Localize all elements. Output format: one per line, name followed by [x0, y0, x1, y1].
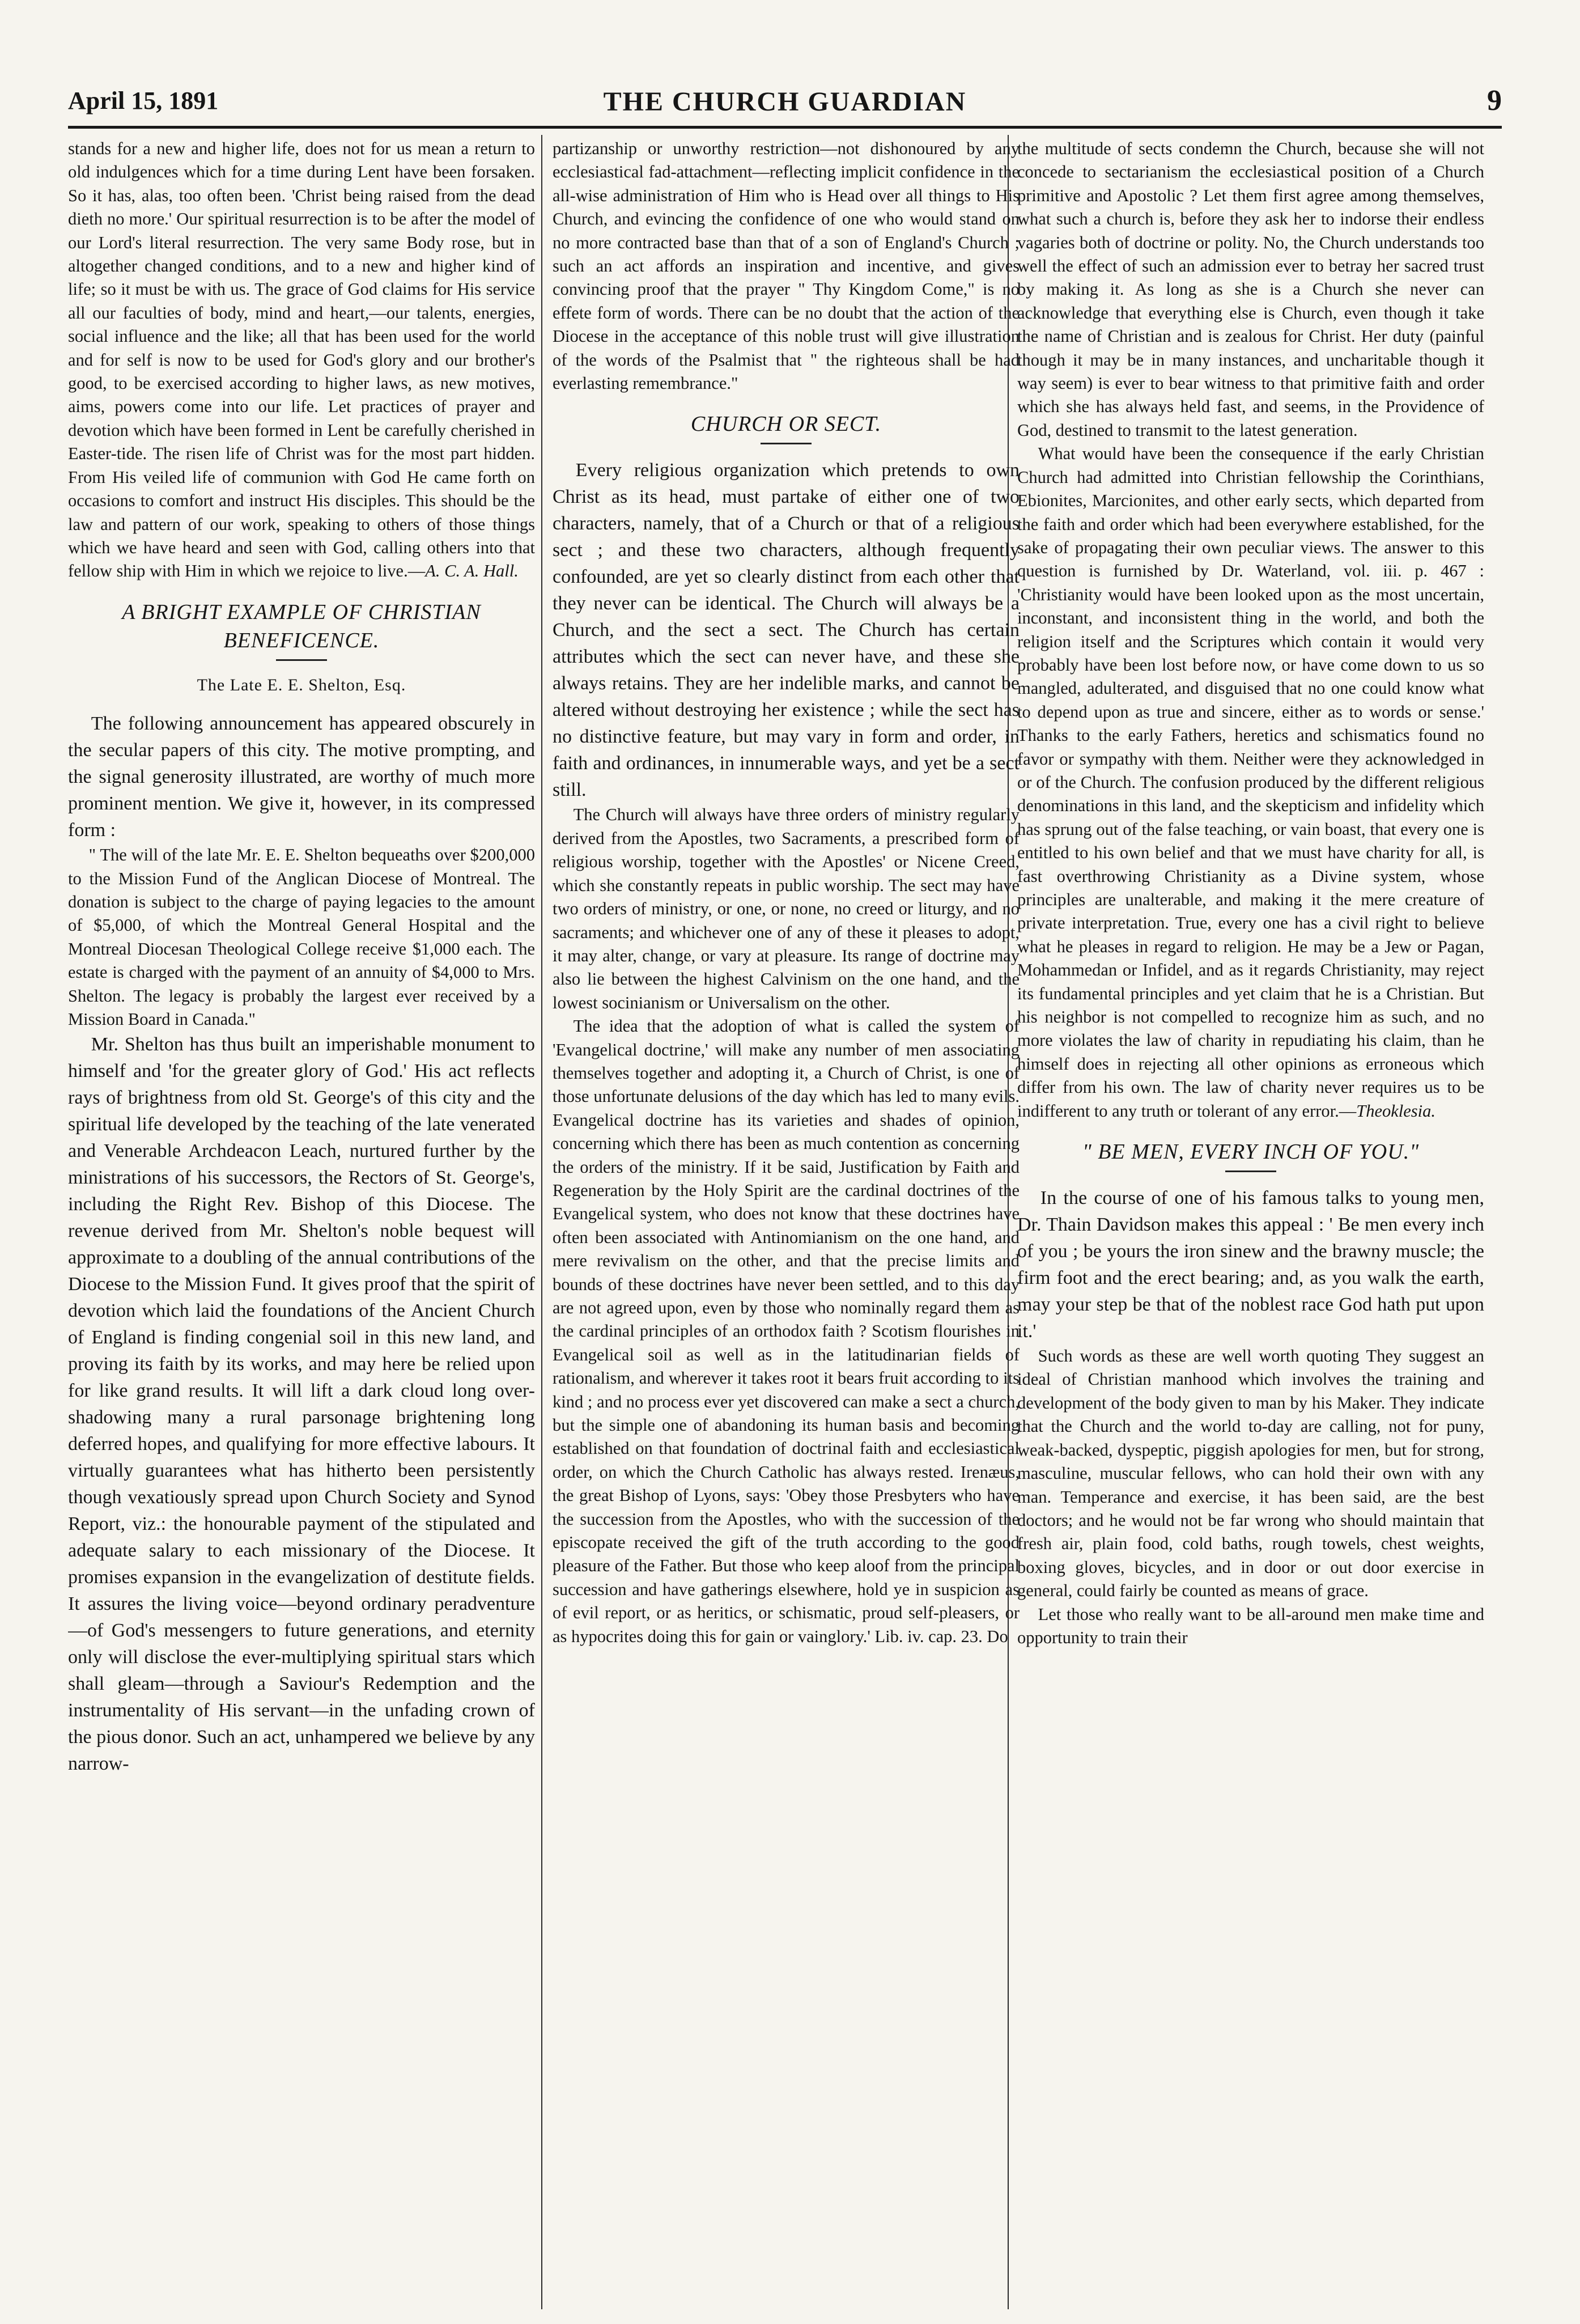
- paragraph: Such words as these are well worth quoting They suggest an ideal of Christian manhood which involves the training and development of the body given to man by his Maker. They indicate that the Church and the world to-day are calling, not for puny, weak-backed, dyspeptic, piggish apologies for men, but for strong, masculine, muscular fellows, who can hold their own with any man. Temperance and exercise, it has been said, are the best doctors; and he would not be far wrong who should maintain that fresh air, plain food, cold baths, rough towels, chest weights, boxing gloves, bicycles, and in door or out door exercise in general, could fairly be counted as means of grace.: [1017, 1346, 1484, 1601]
- article-heading: CHURCH OR SECT.: [690, 412, 882, 436]
- page-header: [68, 80, 1502, 129]
- article-byline: The Late E. E. Shelton, Esq.: [197, 675, 406, 694]
- page-number: 9: [1487, 84, 1502, 117]
- paragraph: the multitude of sects condemn the Church, because she will not concede to sectarianism the ecclesiastical position of a Church primitive and Apostolic ? Let them first agree among themselves, what such a church is, before they ask her to indorse their endless vagaries both of doctrine or polity. No, the Church understands too well the effect of such an admission ever to betray her sacred trust by making it. As long as she is a Church she never can acknowledge that everything else is Church, even though it take the name of Christian and is zealous for Christ. Her duty (painful though it may be in many instances, and uncharitable though it way seem) is ever to bear witness to that primitive faith and order which she has always held fast, and seems, in the Providence of God, destined to transmit to the latest generation.: [1017, 139, 1484, 440]
- paragraph: What would have been the consequence if the early Christian Church had admitted into Christian fellowship the Corinthians, Ebionites, Marcionites, and other early sects, which departed from the faith and order which had been everywhere established, for the sake of propagating their own peculiar views. The answer to this question is furnished by Dr. Waterland, vol. iii. p. 467 : 'Christianity would have been looked upon as the most uncertain, inconstant, and inconsistent thing in the world, and both the religion itself and the Scriptures which contain it would very probably have been lost before now, or have come down to us so mangled, adulterated, and disguised that no one could know what to depend upon as true and sincere, either as to words or sense.' Thanks to the early Fathers, heretics and schismatics found no favor or sympathy with them. Neither were they acknowledged in or of the Church. The confusion produced by the different religious denominations in this land, and the skepticism and infidelity which has sprung out of the false teaching, or vain boast, that every one is entitled to his own belief and that we must have charity for all, is fast overthrowing Christianity as a Divine system, whose principles are unalterable, and making it the mere creature of private interpretation. True, every one has a civil right to believe what he pleases in regard to religion. He may be a Jew or Pagan, Mohammedan or Infidel, and as it regards Christianity, may reject its fundamental principles and yet claim that he is a Christian. But his neighbor is not compelled to recognize him as such, and no more violates the law of charity in repudiating his claim, than he himself does in rejecting all other opinions as erroneous which differ from his own. The law of charity never requires us to be indifferent to any truth or tolerant of any error.—Theoklesia.: [1017, 444, 1484, 1121]
- divider: [761, 443, 812, 444]
- article-heading: " BE MEN, EVERY INCH OF YOU.": [1082, 1140, 1420, 1164]
- author-signature: Theoklesia.: [1356, 1101, 1436, 1121]
- column-1: [68, 137, 535, 2308]
- paragraph: stands for a new and higher life, does not for us mean a return to old indulgences which for a time during Lent have been forsaken. So it has, alas, too often been. 'Christ being raised from the dead dieth no more.' Our spiritual resurrection is to be after the model of our Lord's literal resurrection. The very same Body rose, but in altogether changed conditions, and to a new and higher kind of life; so it must be with us. The grace of God claims for His service all our faculties of body, mind and heart,—our talents, energies, social influence and the like; all that has been used for the world and for self is now to be used for God's glory and our brother's good, to be exercised according to higher laws, as new motives, aims, powers come into our life. Let practices of prayer and devotion which have been formed in Lent be carefully cherished in Easter-tide. The risen life of Christ was for the most part hidden. From His veiled life of communion with God He came forth on occasions to comfort and instruct His disciples. This should be the law and pattern of our work, speaking to others of those things which we have heard and seen with God, calling others into that fellow ship with Him in which we rejoice to live.—A. C. A. Hall.: [68, 139, 535, 581]
- author-signature: A. C. A. Hall.: [425, 561, 519, 581]
- column-2: [553, 137, 1020, 2308]
- paragraph: The following announcement has appeared obscurely in the secular papers of this city. The motive prompting, and the signal generosity illustrated, are worthy of much more prominent mention. We give it, however, in its compressed form :: [68, 713, 535, 841]
- article-heading: A BRIGHT EXAMPLE OF CHRISTIAN BENEFICENCE.: [122, 600, 481, 652]
- column-divider: [541, 135, 542, 2309]
- paragraph: partizanship or unworthy restriction—not dishonoured by any ecclesiastical fad-attachment—reflecting implicit confidence in the all-wise administration of Him who is Head over all things to His Church, and evincing the confidence of one who would stand on no more contracted base than that of a son of England's Church ; such an act affords an inspiration and incentive, and gives convincing proof that the prayer " Thy Kingdom Come," is no effete form of words. There can be no doubt that the action of the Diocese in the acceptance of this noble trust will give illustration of the words of the Psalmist that " the righteous shall be had everlasting remembrance.": [553, 139, 1020, 393]
- issue-date: April 15, 1891: [68, 87, 219, 114]
- paragraph: The idea that the adoption of what is called the system of 'Evangelical doctrine,' will make any number of men associating themselves together and adopting it, a Church of Christ, is one of those unfortunate delusions of the day which has led to many evils. Evangelical doctrine has its varieties and shades of opinion, concerning which there has been as much contention as concerning the orders of the ministry. If it be said, Justification by Faith and Regeneration by the Holy Spirit are the cardinal doctrines of the Evangelical system, who does not know that these doctrines have often been associated with Antinomianism on the one hand, and mere revivalism on the other, and that the precise limits and bounds of these doctrines have never been settled, and to this day are not agreed upon, even by those who nominally regard them as the cardinal principles of an orthodox faith ? Scotism flourishes in Evangelical soil as well as in the latitudinarian fields of rationalism, and wherever it takes root it bears fruit according to its kind ; and no process ever yet discovered can make a sect a church, but the simple one of abandoning its human basis and becoming established on that foundation of doctrinal faith and ecclesiastical order, on which the Church Catholic has always rested. Irenæus, the great Bishop of Lyons, says: 'Obey those Presbyters who have the succession from the Apostles, who with the succession of the episcopate received the gift of the truth according to the good pleasure of the Father. But those who keep aloof from the principal succession and have gatherings elsewhere, hold ye in suspicion as of evil report, or as heritics, or schismatic, proud self-pleasers, or as hypocrites doing this for gain or vainglory.' Lib. iv. cap. 23. Do: [553, 1016, 1020, 1646]
- paragraph: Every religious organization which pretends to own Christ as its head, must partake of either one of two characters, namely, that of a Church or that of a religious sect ; and these two characters, although frequently confounded, are yet so clearly distinct from each other that they never can be identical. The Church will always be a Church, and the sect a sect. The Church has certain attributes which the sect can never have, and these she always retains. They are her indelible marks, and cannot be altered without destroying her existence ; while the sect has no distinctive feature, but may vary in form and order, in faith and ordinances, in innumerable ways, and yet be a sect still.: [553, 460, 1020, 801]
- paragraph: " The will of the late Mr. E. E. Shelton bequeaths over $200,000 to the Mission Fund of the Anglican Diocese of Montreal. The donation is subject to the charge of paying legacies to the amount of $5,000, of which the Montreal General Hospital and the Montreal Diocesan Theological College receive $1,000 each. The estate is charged with the payment of an annuity of $4,000 to Mrs. Shelton. The legacy is probably the largest ever received by a Mission Board in Canada.": [68, 845, 535, 1029]
- masthead-title: THE CHURCH GUARDIAN: [603, 87, 967, 117]
- paragraph: In the course of one of his famous talks to young men, Dr. Thain Davidson makes this appeal : ' Be men every inch of you ; be yours the iron sinew and the brawny muscle; the firm foot and the erect bearing; and, as you walk the earth, may your step be that of the noblest race God hath put upon it.': [1017, 1188, 1484, 1342]
- column-3: [1017, 137, 1484, 2308]
- paragraph: Let those who really want to be all-around men make time and opportunity to train their: [1017, 1604, 1484, 1647]
- paragraph: The Church will always have three orders of ministry regularly derived from the Apostles, two Sacraments, a prescribed form of religious worship, together with the Apostles' or Nicene Creed, which she constantly repeats in public worship. The sect may have two orders of ministry, or one, or none, no creed or liturgy, and no sacraments; and whichever one of any of these it pleases to adopt, it may alter, change, or vary at pleasure. Its range of doctrine may also lie between the highest Calvinism on the one hand, and the lowest socinianism or Universalism on the other.: [553, 805, 1020, 1012]
- paragraph: Mr. Shelton has thus built an imperishable monument to himself and 'for the greater glory of God.' His act reflects rays of brightness from old St. George's of this city and the spiritual life developed by the teaching of the late venerated and Venerable Archdeacon Leach, nurtured further by the ministrations of his successors, the Rectors of St. George's, including the Right Rev. Bishop of this Diocese. The revenue derived from Mr. Shelton's noble bequest will approximate to a doubling of the annual contributions of the Diocese to the Mission Fund. It gives proof that the spirit of devotion which laid the foundations of the Ancient Church of England is finding congenial soil in this new land, and proving its faith by its works, and may here be relied upon for like grand results. It will lift a dark cloud long over-shadowing many a rural parsonage brightening long deferred hopes, and qualifying for more effective labours. It virtually guarantees what has hitherto been persistently though vexatiously spread upon Church Society and Synod Report, viz.: the honourable payment of the stipulated and adequate salary to each missionary of the Diocese. It promises expansion in the evangelization of destitute fields. It assures the living voice—beyond ordinary peradventure—of God's messengers to future generations, and eternity only will disclose the ever-multiplying spiritual stars which shall gleam—through a Saviour's Redemption and the instrumentality of His servant—in the unfading crown of the pious donor. Such an act, unhampered we believe by any narrow-: [68, 1034, 535, 1775]
- divider: [276, 659, 327, 661]
- divider: [1225, 1171, 1276, 1172]
